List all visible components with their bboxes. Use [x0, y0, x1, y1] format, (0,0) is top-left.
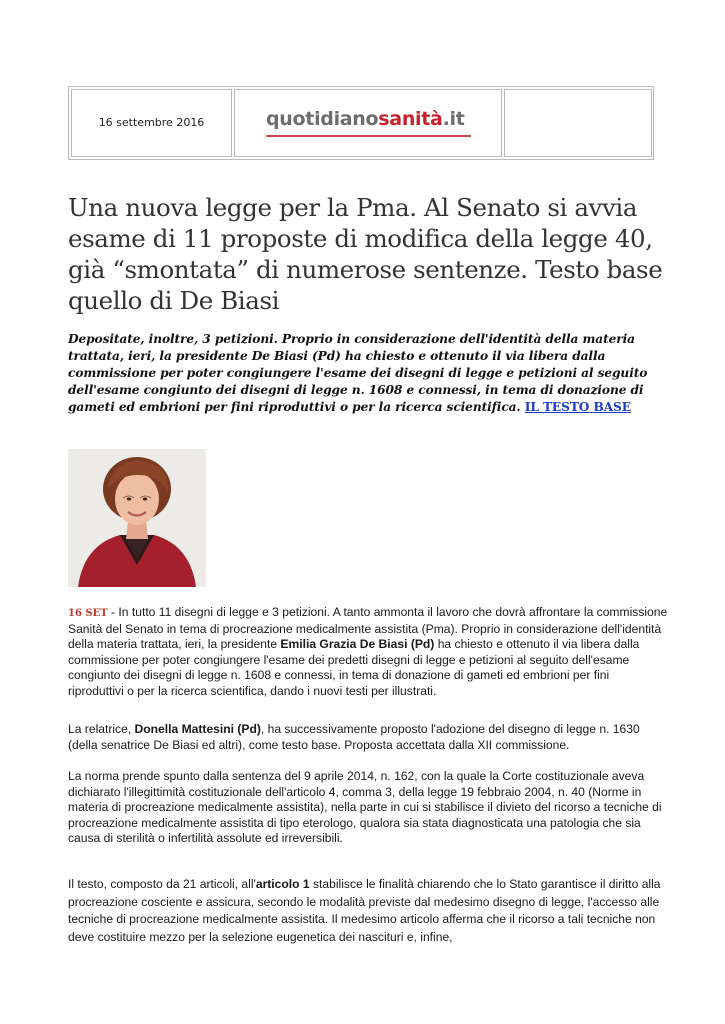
- portrait-image: [68, 449, 206, 587]
- author-photo: [68, 449, 206, 587]
- header-empty-cell: [504, 89, 652, 157]
- logo-underline: [266, 135, 471, 137]
- logo-text-quotidiano: quotidiano: [266, 108, 379, 130]
- logo-text-it: .it: [442, 108, 465, 130]
- p4-text-b: stabilisce le finalità chiarendo che lo Stato garantisce il diritto alla procreazione cosciente e assicura, secondo le modalità previste dal medesimo disegno di legge, l'accesso alle tecniche di procreazione medicalmente assistita. Il medesimo articolo afferma che il ricorso a tali tecniche non deve costituire mezzo per la selezione eugenetica dei nascituri e, infine,: [68, 877, 661, 944]
- article-lead: [68, 331, 678, 416]
- paragraph-1: [68, 605, 668, 699]
- header-logo-cell: [234, 89, 502, 157]
- p4-text-a: Il testo, composto da 21 articoli, all': [68, 877, 256, 891]
- header-table: [68, 86, 654, 160]
- date-tag: 16 SET: [68, 608, 108, 619]
- paragraph-3: La norma prende spunto dalla sentenza del 9 aprile 2014, n. 162, con la quale la Corte costituzionale aveva dichiarato l'illegittimità costituzionale dell'articolo 4, comma 3, della legge 19 febbraio 2004, n. 40 (Norme in materia di procreazione medicalmente assistita), nella parte in cui si stabilisce il divieto del ricorso a tecniche di procreazione medicalmente assistita di tipo eterologo, qualora sia stata diagnosticata una patologia che sia causa di sterilità o infertilità assolute ed irreversibili.: [68, 769, 662, 845]
- p2-text-b: , ha successivamente proposto l'adozione del disegno di legge n. 1630 (della senatrice De Biasi ed altri), come testo base. Proposta accettata dalla XII commissione.: [68, 722, 640, 752]
- p2-bold-name: Donella Mattesini (Pd): [134, 722, 261, 736]
- p2-text-a: La relatrice,: [68, 722, 135, 736]
- header-date-cell: [71, 89, 232, 157]
- p4-bold-article: articolo 1: [255, 877, 310, 891]
- logo-text-sanita: sanità: [378, 108, 443, 130]
- lead-text: Depositate, inoltre, 3 petizioni. Proprio in considerazione dell'identità della materia trattata, ieri, la presidente De Biasi (Pd) ha chiesto e ottenuto il via libera dalla commissione per poter congiungere l'esame dei disegni di legge e petizioni al seguito dell'esame congiunto dei disegni di legge n. 1608 e connessi, in tema di donazione di gameti ed embrioni per fini riproduttivi o per la ricerca scientifica.: [68, 332, 648, 414]
- testo-base-link[interactable]: IL TESTO BASE: [524, 400, 631, 414]
- article-title: Una nuova legge per la Pma. Al Senato si avvia esame di 11 proposte di modifica della legge 40, già “smontata” di numerose sentenze. Testo base quello di De Biasi: [68, 193, 663, 315]
- p1-text-b: ha chiesto e ottenuto il via libera dalla commissione per poter congiungere l'esame dei predetti disegni di legge e petizioni al seguito dell'esame congiunto dei disegni di legge n. 1608 e connessi, in tema di donazione di gameti ed embrioni per fini riproduttivi o per la ricerca scientifica, dando i nuovi testi per illustrati.: [68, 637, 640, 698]
- paragraph-4: [68, 876, 668, 946]
- p1-text-a: - In tutto 11 disegni di legge e 3 petizioni. A tanto ammonta il lavoro che dovrà affrontare la commissione Sanità del Senato in tema di procreazione medicalmente assistita (Pma). Proprio in considerazione dell'identità della materia trattata, ieri, la presidente: [68, 605, 668, 651]
- p1-bold-name: Emilia Grazia De Biasi (Pd): [280, 637, 435, 651]
- publication-date: 16 settembre 2016: [98, 116, 205, 129]
- site-logo[interactable]: [266, 108, 465, 130]
- paragraph-2: [68, 722, 668, 753]
